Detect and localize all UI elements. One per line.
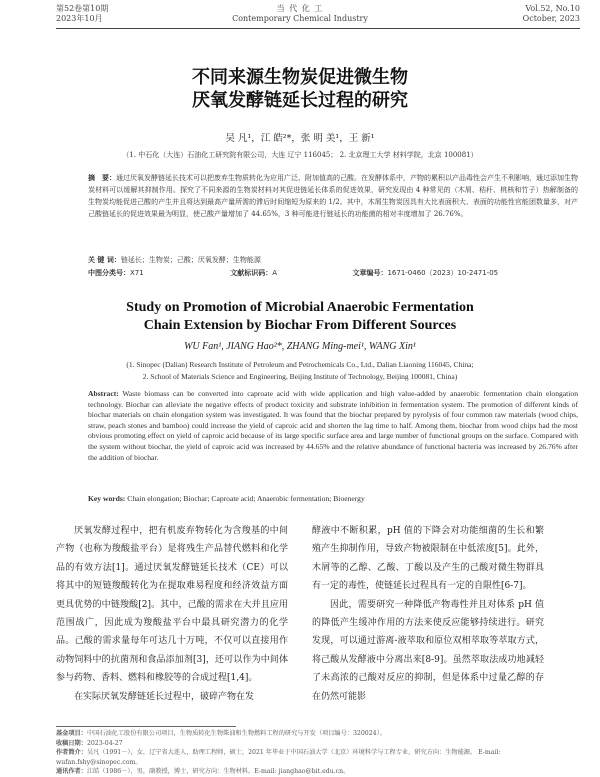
article-no-value: 1671-0460（2023）10-2471-05 bbox=[387, 269, 499, 277]
body-column-right bbox=[312, 522, 544, 706]
author-email: E-mail: wufan.fshy@sinopec.com。 bbox=[56, 749, 501, 766]
keywords-cn-text: 链延长；生物炭；己酸；厌氧发酵；生物能源 bbox=[120, 256, 261, 264]
running-header bbox=[0, 4, 600, 34]
journal-date-cn: 2023年10月 bbox=[56, 14, 103, 23]
fund-text: 中国石油化工股份有限公司项目，生物质转化生物柴油和生物燃料工程的研究与开发（项目编号：320024）。 bbox=[86, 730, 386, 737]
journal-title-en: Contemporary Chemical Industry bbox=[232, 14, 368, 23]
abstract-en-text: Waste biomass can be converted into caproate acid with wide application and high value-added by anaerobic fermentation chain elongation technology. Biochar can alleviate the negative effects of product toxicity and substrate inhibition in fermentation system. The promotion of different kinds of biochar materials on chain elongation system was investigated. It was found that the biochar prepared by pyrolysis of four common raw materials (wood chips, straw, peach stones and bamboo) could increase the yield of caproic acid and shorten the lag time to half. Among them, biochar from wood chips had the most obvious promoting effect on yield of caproic acid because of its large specific surface area and large number of functional groups on the surface. Compared with the system without biochar, the yield of caproic acid was increased by 44.65% and the relative abundance of functional bacteria was increased by 26.76% after the addition of biochar. bbox=[88, 389, 578, 462]
article-title-cn bbox=[0, 66, 600, 112]
body-paragraph: 在实际厌氧发酵链延长过程中，破碎产物在发 bbox=[74, 691, 255, 702]
header-rule bbox=[56, 28, 580, 29]
journal-title-cn: 当 代 化 工 bbox=[276, 4, 324, 13]
footnote-corresponding bbox=[56, 767, 580, 777]
doc-code-label: 文献标识码： bbox=[230, 269, 273, 277]
author-bio-label: 作者简介： bbox=[56, 749, 87, 756]
body-column-left bbox=[56, 522, 288, 706]
affiliation-en-line-1: (1. Sinopec (Dalian) Research Institute of Petroleum and Petrochemicals Co., Ltd., Dalian Liaoning 116045, China; bbox=[126, 360, 474, 369]
abstract-cn-label: 摘 要： bbox=[88, 174, 116, 182]
body-paragraph: 因此，需要研究一种降低产物毒性并且对体系 pH 值的降低产生缓冲作用的方法来使反应能够持续进行。研究发现，可以通过游离-液萃取和原位双相萃取等萃取方式，将己酸从发酵液中分离出来[8-9]。虽然萃取法成功地减轻了未高浓的己酸对反应的抑制，但是体系中过量乙醇的存在仍然可能影 bbox=[312, 599, 544, 702]
clc-label: 中图分类号： bbox=[88, 269, 130, 277]
author-bio: 吴凡（1991－），女，辽宁省大连人，助理工程师，硕士，2021 年毕业于中国石油大学（北京）环境科学与工程专业，研究方向：生物能源。 bbox=[86, 749, 477, 756]
corr-label: 通讯作者： bbox=[56, 768, 87, 775]
title-en-line-2: Chain Extension by Biochar From Different Sources bbox=[143, 318, 457, 333]
abstract-cn-text: 通过厌氧发酵链延长技术可以把废弃生物质转化为应用广泛、附加值高的己酸。在发酵体系中，产物的累积以产品毒性会产生不利影响，通过添加生物炭材料可以缓解其抑制作用。探究了不同来源的生物炭材料对其促进链延长体系的促进效果，研究发现由 4 种常见的（木屑、秸秆、桃核和竹子）热解制备的生物炭均能促进己酸的产生并且将达到最高产量所需的滞后时间缩短为原来的 1/2。其中，木屑生物炭因具有大比表面积大、表面的功能性官能团数量多，对产己酸链延长的促进效果最为明显，使己酸产量增加了 44.65%，3 种可能进行链延长的功能菌的相对丰度增加了 26.76%。 bbox=[88, 174, 578, 219]
authors-en: WU Fan¹, JIANG Hao²*, ZHANG Ming-mei¹, WANG Xin¹ bbox=[184, 341, 416, 352]
footnote-author bbox=[56, 748, 580, 767]
affiliation-en bbox=[0, 359, 600, 383]
abstract-en-label: Abstract: bbox=[88, 389, 119, 398]
fund-label: 基金项目： bbox=[56, 730, 87, 737]
title-en-line-1: Study on Promotion of Microbial Anaerobic Fermentation bbox=[126, 300, 474, 315]
doc-code-value: A bbox=[272, 269, 278, 277]
abstract-cn bbox=[88, 172, 578, 220]
article-no-label: 文章编号： bbox=[352, 269, 388, 277]
title-cn-line-2: 厌氧发酵链延长过程的研究 bbox=[192, 90, 408, 111]
journal-volume-en: Vol.52, No.10 bbox=[525, 4, 580, 13]
body-paragraph: 酵液中不断积累，pH 值的下降会对功能细菌的生长和繁殖产生抑制作用，导致产物被限制在中低浓度[5]。此外，木屑等的乙醇、乙酸、丁酸以及产生的己酸对微生物群具有一定的毒性，使链延长过程具有一定的自限性[6-7]。 bbox=[312, 526, 544, 592]
corr-text: 江皓（1986－），男，副教授，博士，研究方向：生物材料。E-mail: jianghao@bit.edu.cn。 bbox=[86, 768, 350, 775]
footnote-rule bbox=[56, 726, 236, 727]
received-date: 2023-04-27 bbox=[86, 739, 123, 747]
keywords-cn-label: 关 键 词： bbox=[88, 256, 121, 264]
footnote-received bbox=[56, 739, 580, 749]
title-cn-line-1: 不同来源生物炭促进微生物 bbox=[192, 67, 408, 88]
classification-meta bbox=[88, 268, 578, 278]
article-title-en bbox=[0, 299, 600, 335]
footnote bbox=[56, 729, 580, 777]
body-paragraph: 厌氧发酵过程中，把有机废弃物转化为含羧基的中间产物（也称为羧酸盐平台）是将残生产品替代燃料和化学品的有效方法[1]。通过厌氧发酵链延长技术（CE）可以将其中的短链羧酸转化为在提取难易程度和经济效益方面更具优势的中链羧酸[2]。其中，己酸的需求在大并且应用范围战广，因此成为羧酸盐平台中最具研究潜力的化学品。己酸的需求量每年可达几十万吨，不仅可以直接用作动物饲料中的抗菌剂和食品添加剂[3]，还可以作为中间体参与药物、香料、燃料和橡胶等的合成过程[1,4]。 bbox=[56, 526, 288, 684]
abstract-en bbox=[88, 389, 578, 463]
keywords-cn bbox=[88, 255, 578, 265]
affiliation-en-line-2: 2. School of Materials Science and Engineering, Beijing Institute of Technology, Beijing 100081, China) bbox=[142, 372, 458, 381]
journal-date-en: October, 2023 bbox=[522, 14, 580, 23]
keywords-en bbox=[88, 494, 578, 503]
header-right bbox=[523, 4, 580, 24]
keywords-en-text: Chain elongation; Biochar; Caproate acid; Anaerobic fermentation; Bioenergy bbox=[127, 494, 365, 503]
footnote-fund bbox=[56, 729, 580, 739]
header-center bbox=[0, 4, 600, 24]
clc-value: X71 bbox=[130, 269, 144, 277]
keywords-en-label: Key words: bbox=[88, 494, 126, 503]
affiliation-cn: （1. 中石化（大连）石油化工研究院有限公司，大连 辽宁 116045； 2. 北京理工大学 材料学院，北京 100081） bbox=[122, 151, 478, 159]
journal-volume-cn: 第52卷第10期 bbox=[56, 4, 109, 13]
authors-cn: 吴 凡¹，江 皓²*，张 明 美¹，王 新¹ bbox=[225, 133, 375, 144]
received-label: 收稿日期： bbox=[56, 739, 87, 747]
